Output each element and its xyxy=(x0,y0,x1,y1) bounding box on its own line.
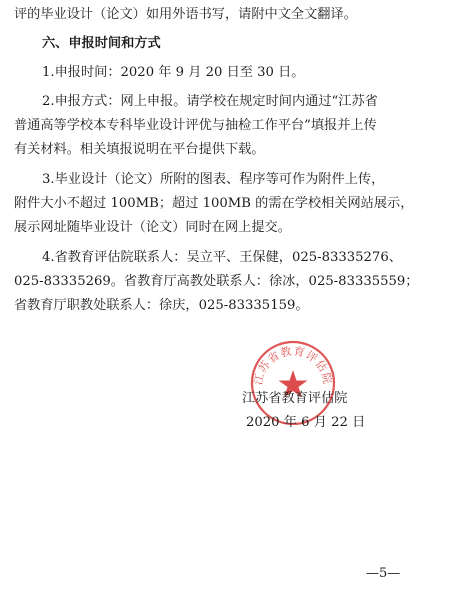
text-line: 025-83335269。省教育厅高教处联系人：徐冰，025-83335559； xyxy=(14,274,419,289)
text-line: 有关材料。相关填报说明在平台提供下载。 xyxy=(14,142,265,157)
text-line-continuation: 评的毕业设计（论文）如用外语书写，请附中文全文翻译。 xyxy=(14,7,357,22)
text-line-submission-method: 2.申报方式：网上申报。请学校在规定时间内通过“江苏省 xyxy=(42,94,378,109)
signature-date: 2020 年 6 月 22 日 xyxy=(246,415,366,430)
text-line: 省教育厅职教处联系人：徐庆，025-83335159。 xyxy=(14,298,309,313)
signature-org: 江苏省教育评估院 xyxy=(242,391,348,406)
section-heading: 六、申报时间和方式 xyxy=(42,36,161,51)
text-line-submission-time: 1.申报时间：2020 年 9 月 20 日至 30 日。 xyxy=(42,65,305,80)
text-line: 展示网址随毕业设计（论文）同时在网上提交。 xyxy=(14,220,291,235)
page-number: —5— xyxy=(366,566,401,581)
text-line-contacts: 4.省教育评估院联系人：吴立平、王保健，025-83335276、 xyxy=(42,250,402,265)
text-line: 附件大小不超过 100MB；超过 100MB 的需在学校相关网站展示， xyxy=(14,196,414,211)
text-line-attachments: 3.毕业设计（论文）所附的图表、程序等可作为附件上传， xyxy=(42,172,385,187)
seal-text: 江苏省教育评估院 xyxy=(251,344,335,386)
text-line: 普通高等学校本专科毕业设计评优与抽检工作平台”填报并上传 xyxy=(14,118,377,133)
